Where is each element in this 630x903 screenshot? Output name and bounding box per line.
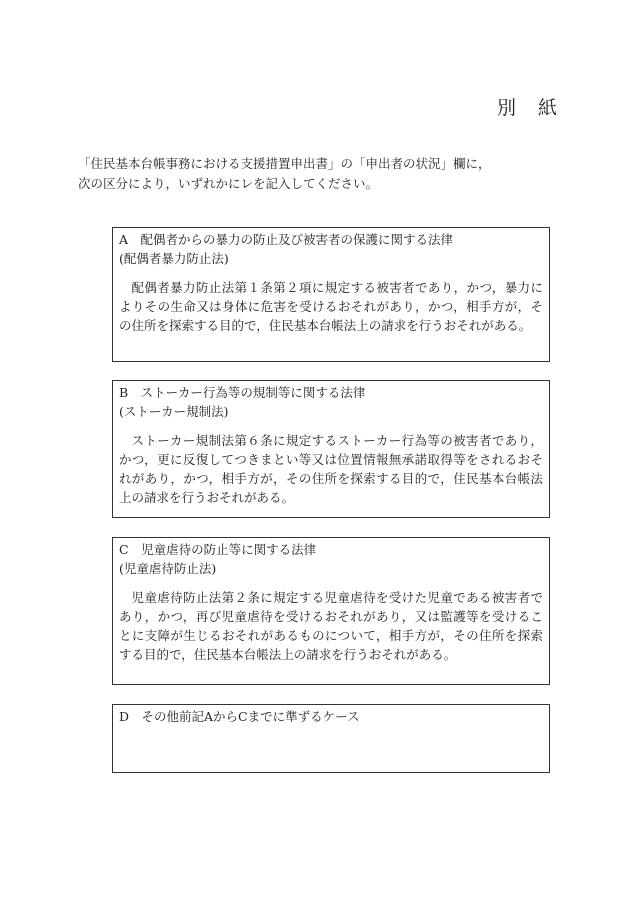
section-d-box: [112, 704, 550, 773]
section-d-title: D その他前記AからCまでに準ずるケース: [119, 709, 360, 724]
section-b-subtitle: (ストーカー規制法): [119, 404, 229, 419]
intro-line-1: 「住民基本台帳事務における支援措置申出書」の「申出者の状況」欄に，: [78, 156, 491, 171]
section-c-body: 児童虐待防止法第２条に規定する児童虐待を受けた児童である被害者であり，かつ，再び児童虐待を受けるおそれがあり，又は監護等を受けることに支障が生じるおそれがあるものについて，相手方が，その住所を探索する目的で，住民基本台帳法上の請求を行うおそれがある。: [119, 590, 543, 662]
section-c-title: C 児童虐待の防止等に関する法律: [119, 542, 317, 557]
section-c-subtitle: (児童虐待防止法): [119, 561, 217, 576]
section-b-title: B ストーカー行為等の規制等に関する法律: [119, 385, 366, 400]
section-a-subtitle: (配偶者暴力防止法): [119, 251, 229, 266]
section-c-box: [112, 537, 550, 685]
section-b-body: ストーカー規制法第６条に規定するストーカー行為等の被害者であり，かつ，更に反復してつきまとい等又は位置情報無承諾取得等をされるおそれがあり，かつ，相手方が，その住所を探索する目的で，住民基本台帳法上の請求を行うおそれがある。: [119, 433, 543, 505]
section-a-box: [112, 227, 550, 362]
intro-line-2: 次の区分により，いずれかにレを記入してください。: [78, 176, 379, 191]
page-title: 別 紙: [497, 97, 566, 119]
section-a-title: A 配偶者からの暴力の防止及び被害者の保護に関する法律: [119, 232, 454, 247]
section-b-box: [112, 380, 550, 518]
intro-paragraph: [78, 154, 578, 194]
section-a-body: 配偶者暴力防止法第１条第２項に規定する被害者であり，かつ，暴力によりその生命又は身体に危害を受けるおそれがあり，かつ，相手方が，その住所を探索する目的で，住民基本台帳法上の請求を行うおそれがある。: [119, 280, 543, 333]
